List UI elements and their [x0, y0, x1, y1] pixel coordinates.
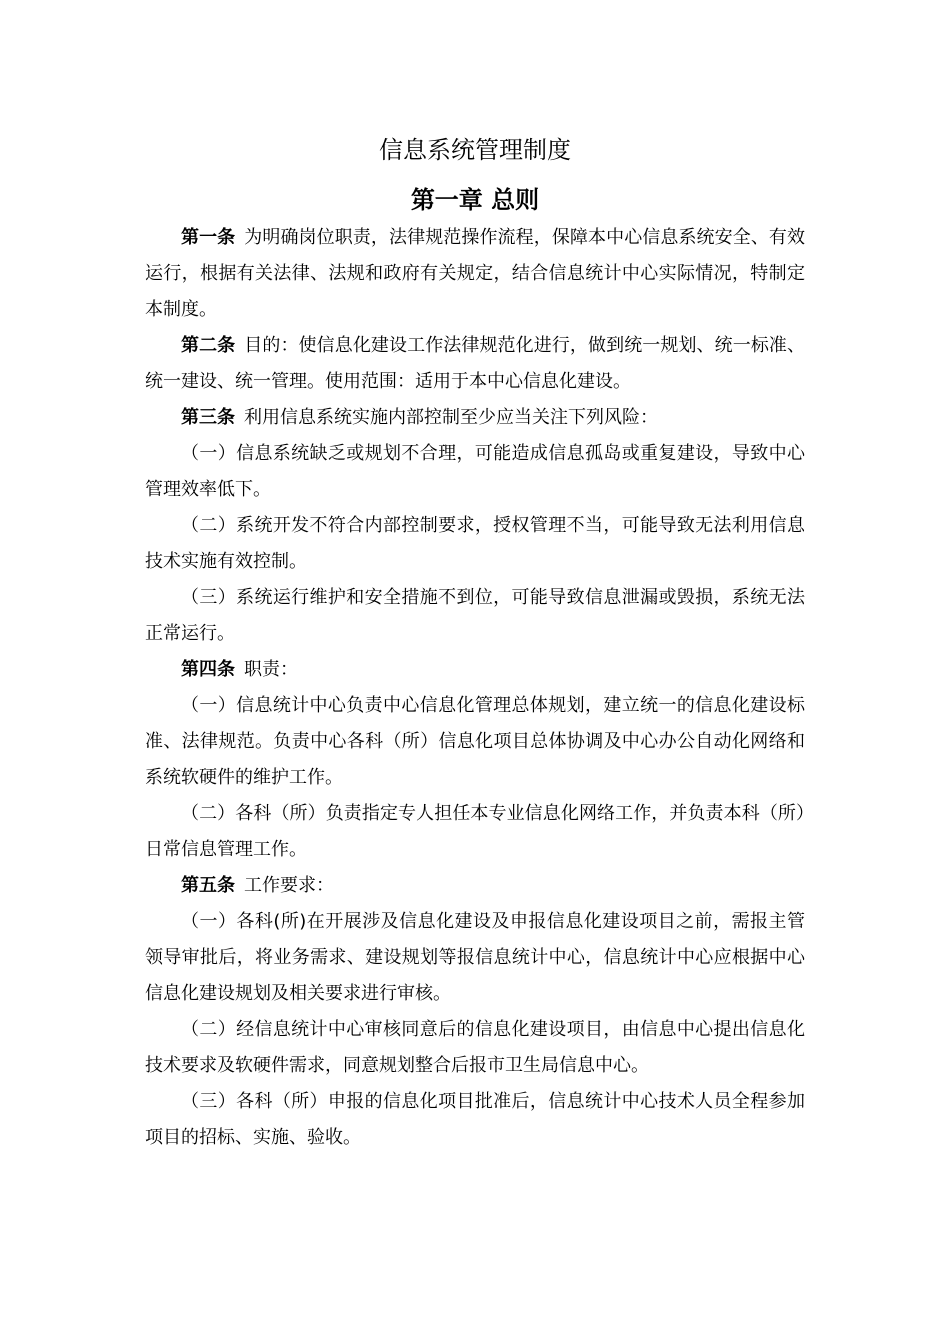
article-3-item-2 — [145, 508, 805, 580]
article-text: 职责： — [244, 659, 298, 680]
article-text: 利用信息系统实施内部控制至少应当关注下列风险： — [244, 407, 658, 428]
article-5 — [145, 868, 805, 904]
item-text: （一）信息统计中心负责中心信息化管理总体规划，建立统一的信息化建设标准、法律规范。负责中心各科（所）信息化项目总体协调及中心办公自动化网络和系统软硬件的维护工作。 — [145, 695, 805, 788]
article-4 — [145, 652, 805, 688]
article-label: 第三条 — [181, 407, 235, 428]
item-text: （二）系统开发不符合内部控制要求，授权管理不当，可能导致无法利用信息技术实施有效控制。 — [145, 515, 805, 572]
article-4-item-1 — [145, 688, 805, 796]
article-5-item-1 — [145, 904, 805, 1012]
article-label: 第二条 — [181, 335, 236, 356]
item-text: （三）各科（所）申报的信息化项目批准后，信息统计中心技术人员全程参加项目的招标、实施、验收。 — [145, 1091, 805, 1148]
article-3-item-3 — [145, 580, 805, 652]
item-text: （三）系统运行维护和安全措施不到位，可能导致信息泄漏或毁损，系统无法正常运行。 — [145, 587, 805, 644]
item-text: （一）各科(所)在开展涉及信息化建设及申报信息化建设项目之前，需报主管领导审批后，将业务需求、建设规划等报信息统计中心，信息统计中心应根据中心信息化建设规划及相关要求进行审核。 — [145, 911, 805, 1004]
document-title: 信息系统管理制度 — [379, 136, 571, 164]
article-3 — [145, 400, 805, 436]
article-text: 为明确岗位职责，法律规范操作流程，保障本中心信息系统安全、有效运行，根据有关法律、法规和政府有关规定，结合信息统计中心实际情况，特制定本制度。 — [145, 227, 806, 320]
item-text: （二）经信息统计中心审核同意后的信息化建设项目，由信息中心提出信息化技术要求及软硬件需求，同意规划整合后报市卫生局信息中心。 — [145, 1019, 805, 1076]
article-text: 工作要求： — [244, 875, 334, 896]
article-1 — [145, 220, 805, 328]
chapter-title: 第一章 总则 — [410, 186, 540, 214]
item-text: （一）信息系统缺乏或规划不合理，可能造成信息孤岛或重复建设，导致中心管理效率低下。 — [145, 443, 805, 500]
article-label: 第一条 — [181, 227, 236, 248]
article-5-item-2 — [145, 1012, 805, 1084]
article-label: 第四条 — [181, 659, 235, 680]
article-4-item-2 — [145, 796, 805, 868]
article-2 — [145, 328, 805, 400]
article-5-item-3 — [145, 1084, 805, 1156]
item-text: （二）各科（所）负责指定专人担任本专业信息化网络工作，并负责本科（所）日常信息管理工作。 — [145, 803, 805, 860]
document-body — [145, 220, 805, 1156]
article-label: 第五条 — [181, 875, 235, 896]
article-3-item-1 — [145, 436, 805, 508]
article-text: 目的：使信息化建设工作法律规范化进行，做到统一规划、统一标准、统一建设、统一管理。使用范围：适用于本中心信息化建设。 — [145, 335, 806, 392]
